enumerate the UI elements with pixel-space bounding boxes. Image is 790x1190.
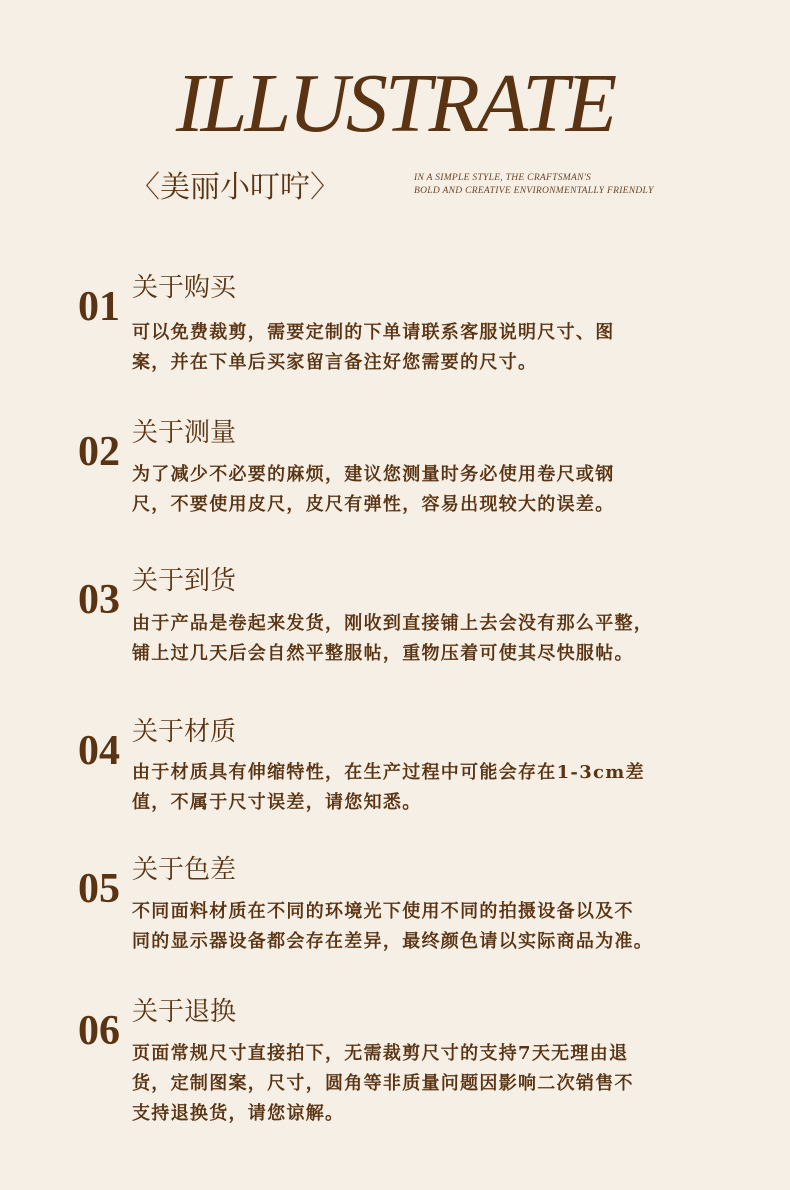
section-line: 同的显示器设备都会存在差异，最终颜色请以实际商品为准。 [132,931,654,952]
section-body [132,460,752,520]
section-title: 关于色差 [132,855,237,885]
section-number: 03 [78,577,120,623]
section-line: 为了减少不必要的麻烦，建议您测量时务必使用卷尺或钢 [132,464,615,485]
section-line: 案，并在下单后买家留言备注好您需要的尺寸。 [132,352,538,373]
section-body [132,758,752,818]
section-title: 关于购买 [132,273,237,303]
section-title: 关于到货 [132,566,237,596]
section-body [132,318,752,378]
tagline-line-2: BOLD AND CREATIVE ENVIRONMENTALLY FRIENDLY [414,186,654,196]
section-line: 尺，不要使用皮尺，皮尺有弹性，容易出现较大的误差。 [132,494,615,515]
section-line: 货，定制图案，尺寸，圆角等非质量问题因影响二次销售不 [132,1073,634,1094]
section-body [132,609,752,669]
tagline-line-1: IN A SIMPLE STYLE, THE CRAFTSMAN'S [414,173,592,183]
section-number: 04 [78,728,120,774]
section-number: 01 [78,284,120,330]
left-bracket: 〈 [130,171,160,204]
section-line: 由于产品是卷起来发货，刚收到直接铺上去会没有那么平整， [132,613,654,634]
section-line: 可以免费裁剪，需要定制的下单请联系客服说明尺寸、图 [132,322,615,343]
hero-title: ILLUSTRATE [175,57,615,150]
section-line: 页面常规尺寸直接拍下，无需裁剪尺寸的支持7天无理由退 [132,1043,629,1064]
section-title: 关于材质 [132,717,237,747]
section-number: 02 [78,429,120,475]
section-line: 支持退换货，请您谅解。 [132,1103,345,1124]
section-body [132,897,752,957]
section-body [132,1039,752,1129]
section-number: 06 [78,1008,120,1054]
subtitle-text: 美丽小叮咛 [160,170,310,205]
right-bracket: 〉 [310,171,340,204]
section-title: 关于退换 [132,997,237,1027]
section-line: 不同面料材质在不同的环境光下使用不同的拍摄设备以及不 [132,901,634,922]
section-line: 值，不属于尺寸误差，请您知悉。 [132,792,422,813]
section-line: 铺上过几天后会自然平整服帖，重物压着可使其尽快服帖。 [132,643,634,664]
section-number: 05 [78,866,120,912]
subtitle-row [130,165,770,215]
section-title: 关于测量 [132,418,237,448]
tagline [414,172,744,198]
section-line: 由于材质具有伸缩特性，在生产过程中可能会存在1-3cm差 [132,762,645,783]
subtitle [130,165,340,211]
